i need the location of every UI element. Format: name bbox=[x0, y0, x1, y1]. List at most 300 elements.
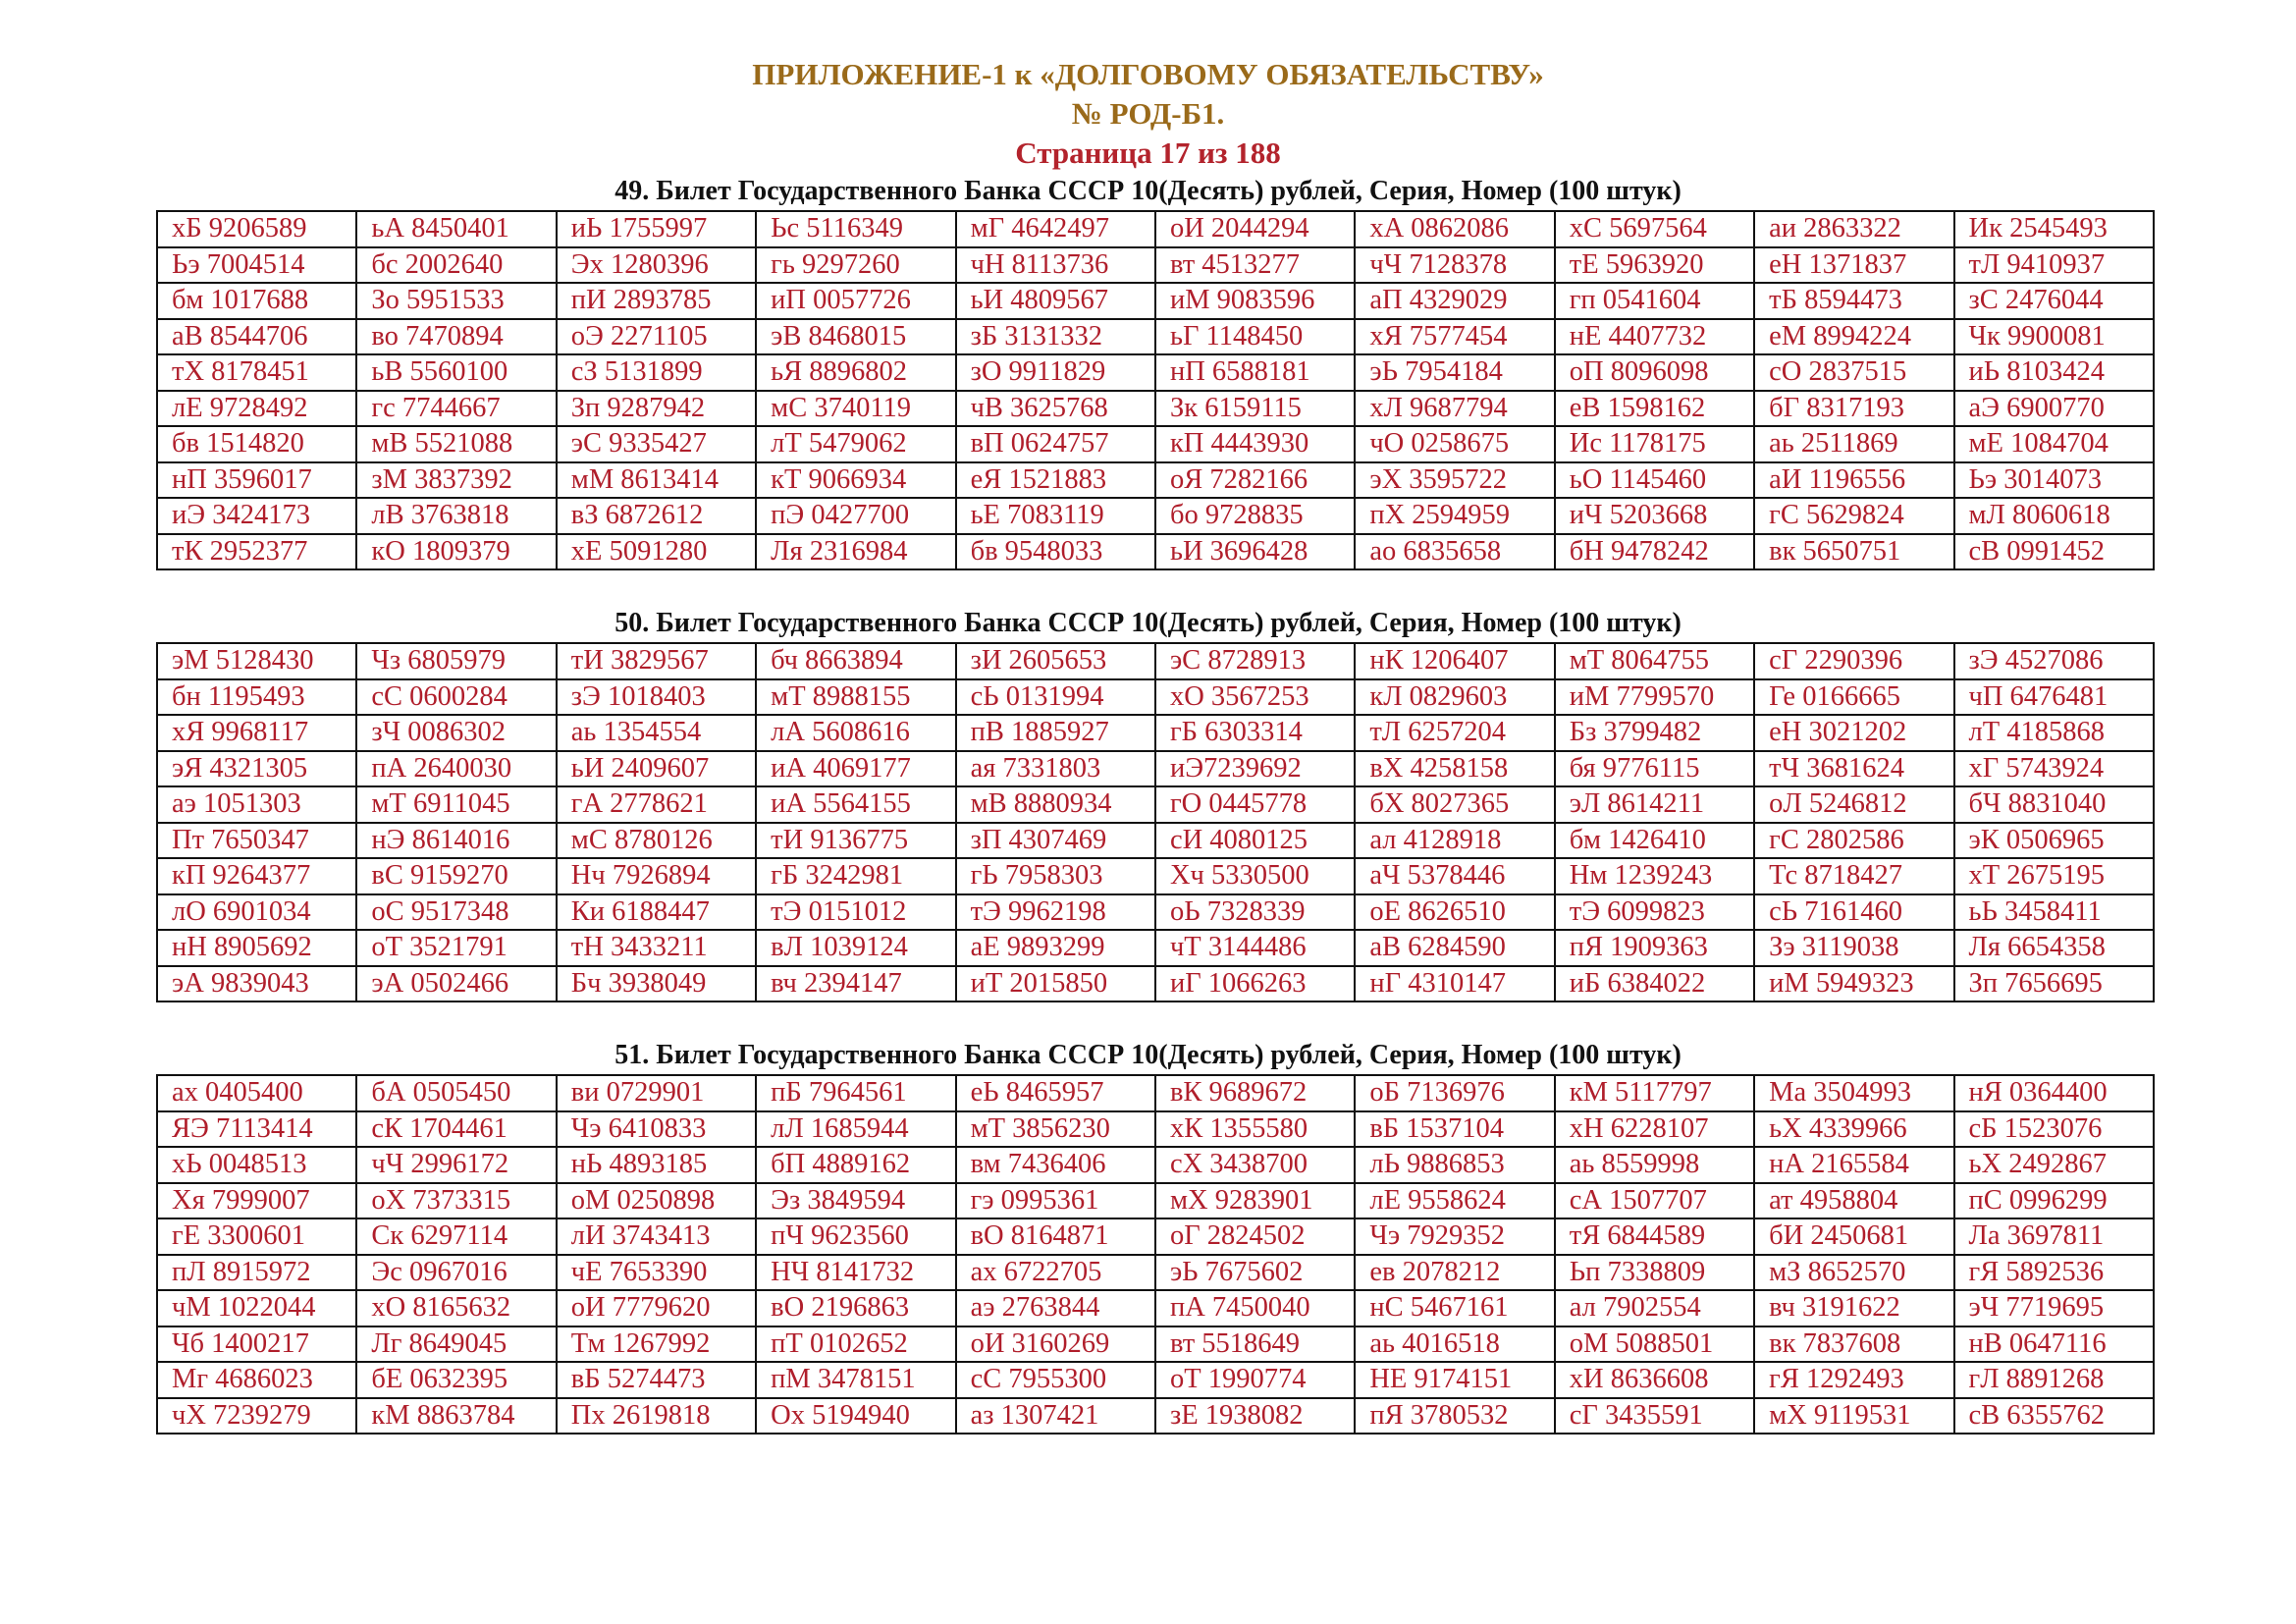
table-row bbox=[157, 1183, 2154, 1219]
ticket-cell: зБ 3131332 bbox=[956, 319, 1155, 355]
ticket-cell: Чб 1400217 bbox=[157, 1326, 356, 1363]
ticket-cell: гЯ 5892536 bbox=[1954, 1255, 2154, 1291]
ticket-cell: еВ 1598162 bbox=[1555, 391, 1754, 427]
ticket-cell: вк 5650751 bbox=[1754, 534, 1953, 570]
ticket-cell: пИ 2893785 bbox=[557, 283, 756, 319]
ticket-cell: Мг 4686023 bbox=[157, 1362, 356, 1398]
ticket-cell: гБ 6303314 bbox=[1155, 715, 1355, 751]
ticket-cell: аэ 1051303 bbox=[157, 786, 356, 823]
ticket-cell: эК 0506965 bbox=[1954, 823, 2154, 859]
ticket-cell: иЬ 8103424 bbox=[1954, 354, 2154, 391]
ticket-cell: хИ 8636608 bbox=[1555, 1362, 1754, 1398]
ticket-cell: тЭ 0151012 bbox=[756, 894, 955, 931]
ticket-cell: нЯ 0364400 bbox=[1954, 1075, 2154, 1111]
ticket-cell: чТ 3144486 bbox=[1155, 930, 1355, 966]
ticket-cell: оИ 2044294 bbox=[1155, 211, 1355, 247]
ticket-cell: чЕ 7653390 bbox=[557, 1255, 756, 1291]
table-row bbox=[157, 1290, 2154, 1326]
ticket-cell: лТ 5479062 bbox=[756, 426, 955, 462]
ticket-cell: оЯ 7282166 bbox=[1155, 462, 1355, 499]
ticket-cell: Нм 1239243 bbox=[1555, 858, 1754, 894]
ticket-cell: хЯ 9968117 bbox=[157, 715, 356, 751]
ticket-cell: сО 2837515 bbox=[1754, 354, 1953, 391]
page-number: 17 bbox=[1159, 135, 1191, 170]
ticket-cell: гэ 0995361 bbox=[956, 1183, 1155, 1219]
ticket-cell: бо 9728835 bbox=[1155, 498, 1355, 534]
table-row bbox=[157, 1147, 2154, 1183]
ticket-cell: ат 4958804 bbox=[1754, 1183, 1953, 1219]
ticket-cell: гп 0541604 bbox=[1555, 283, 1754, 319]
ticket-cell: бн 1195493 bbox=[157, 679, 356, 716]
table-row bbox=[157, 1362, 2154, 1398]
section-title: 50. Билет Государственного Банка СССР 10(Десять) рублей, Серия, Номер (100 штук) bbox=[614, 608, 1682, 638]
ticket-cell: бв 1514820 bbox=[157, 426, 356, 462]
ticket-cell: эМ 5128430 bbox=[157, 643, 356, 679]
section-title: 49. Билет Государственного Банка СССР 10(Десять) рублей, Серия, Номер (100 штук) bbox=[614, 176, 1682, 206]
ticket-cell: сГ 2290396 bbox=[1754, 643, 1953, 679]
ticket-cell: иП 0057726 bbox=[756, 283, 955, 319]
ticket-cell: вч 2394147 bbox=[756, 966, 955, 1002]
table-row bbox=[157, 1255, 2154, 1291]
ticket-cell: пС 0996299 bbox=[1954, 1183, 2154, 1219]
ticket-cell: ЯЭ 7113414 bbox=[157, 1111, 356, 1148]
ticket-cell: бА 0505450 bbox=[356, 1075, 556, 1111]
ticket-cell: Тм 1267992 bbox=[557, 1326, 756, 1363]
table-row bbox=[157, 354, 2154, 391]
table-row bbox=[157, 498, 2154, 534]
ticket-cell: Нч 7926894 bbox=[557, 858, 756, 894]
ticket-cell: ах 0405400 bbox=[157, 1075, 356, 1111]
ticket-cell: оМ 0250898 bbox=[557, 1183, 756, 1219]
ticket-cell: тХ 8178451 bbox=[157, 354, 356, 391]
ticket-cell: вм 7436406 bbox=[956, 1147, 1155, 1183]
table-row bbox=[157, 391, 2154, 427]
ticket-cell: Ля 2316984 bbox=[756, 534, 955, 570]
table-row bbox=[157, 786, 2154, 823]
table-row bbox=[157, 247, 2154, 284]
ticket-cell: ьЯ 8896802 bbox=[756, 354, 955, 391]
ticket-cell: сС 7955300 bbox=[956, 1362, 1155, 1398]
ticket-cell: лЕ 9728492 bbox=[157, 391, 356, 427]
ticket-cell: оМ 5088501 bbox=[1555, 1326, 1754, 1363]
ticket-cell: зЕ 1938082 bbox=[1155, 1398, 1355, 1435]
ticket-cell: нС 5467161 bbox=[1355, 1290, 1554, 1326]
ticket-cell: сВ 6355762 bbox=[1954, 1398, 2154, 1435]
ticket-cell: Ля 6654358 bbox=[1954, 930, 2154, 966]
ticket-cell: гБ 3242981 bbox=[756, 858, 955, 894]
table-row bbox=[157, 319, 2154, 355]
ticket-cell: оТ 1990774 bbox=[1155, 1362, 1355, 1398]
ticket-cell: лИ 3743413 bbox=[557, 1218, 756, 1255]
ticket-cell: сХ 3438700 bbox=[1155, 1147, 1355, 1183]
ticket-cell: мТ 6911045 bbox=[356, 786, 556, 823]
ticket-cell: аП 4329029 bbox=[1355, 283, 1554, 319]
ticket-cell: нП 3596017 bbox=[157, 462, 356, 499]
ticket-cell: ая 7331803 bbox=[956, 751, 1155, 787]
ticket-cell: еЯ 1521883 bbox=[956, 462, 1155, 499]
ticket-cell: нП 6588181 bbox=[1155, 354, 1355, 391]
ticket-cell: Ьс 5116349 bbox=[756, 211, 955, 247]
ticket-cell: нК 1206407 bbox=[1355, 643, 1554, 679]
ticket-cell: ьВ 5560100 bbox=[356, 354, 556, 391]
ticket-cell: эС 8728913 bbox=[1155, 643, 1355, 679]
ticket-table bbox=[156, 1074, 2155, 1435]
ticket-cell: пВ 1885927 bbox=[956, 715, 1155, 751]
ticket-cell: ев 2078212 bbox=[1355, 1255, 1554, 1291]
ticket-cell: аь 8559998 bbox=[1555, 1147, 1754, 1183]
ticket-cell: тИ 3829567 bbox=[557, 643, 756, 679]
ticket-cell: Ох 5194940 bbox=[756, 1398, 955, 1435]
ticket-cell: Зк 6159115 bbox=[1155, 391, 1355, 427]
page-prefix: Страница bbox=[1015, 135, 1160, 170]
ticket-cell: Чэ 6410833 bbox=[557, 1111, 756, 1148]
ticket-cell: нЬ 4893185 bbox=[557, 1147, 756, 1183]
ticket-cell: аь 2511869 bbox=[1754, 426, 1953, 462]
ticket-cell: Ки 6188447 bbox=[557, 894, 756, 931]
ticket-cell: Ма 3504993 bbox=[1754, 1075, 1953, 1111]
ticket-cell: мМ 8613414 bbox=[557, 462, 756, 499]
ticket-cell: мХ 9283901 bbox=[1155, 1183, 1355, 1219]
ticket-cell: иМ 7799570 bbox=[1555, 679, 1754, 716]
ticket-cell: тН 3433211 bbox=[557, 930, 756, 966]
ticket-cell: сВ 0991452 bbox=[1954, 534, 2154, 570]
ticket-cell: хЕ 5091280 bbox=[557, 534, 756, 570]
ticket-cell: Лг 8649045 bbox=[356, 1326, 556, 1363]
ticket-cell: Пх 2619818 bbox=[557, 1398, 756, 1435]
ticket-cell: гЛ 8891268 bbox=[1954, 1362, 2154, 1398]
ticket-cell: зМ 3837392 bbox=[356, 462, 556, 499]
ticket-cell: чП 6476481 bbox=[1954, 679, 2154, 716]
ticket-cell: зЭ 1018403 bbox=[557, 679, 756, 716]
ticket-cell: Зп 7656695 bbox=[1954, 966, 2154, 1002]
ticket-cell: оХ 7373315 bbox=[356, 1183, 556, 1219]
ticket-cell: Пт 7650347 bbox=[157, 823, 356, 859]
ticket-cell: пЯ 3780532 bbox=[1355, 1398, 1554, 1435]
ticket-cell: оГ 2824502 bbox=[1155, 1218, 1355, 1255]
ticket-cell: зИ 2605653 bbox=[956, 643, 1155, 679]
ticket-cell: иБ 6384022 bbox=[1555, 966, 1754, 1002]
page-indicator bbox=[0, 135, 2296, 171]
ticket-cell: Бч 3938049 bbox=[557, 966, 756, 1002]
ticket-cell: хТ 2675195 bbox=[1954, 858, 2154, 894]
ticket-cell: пХ 2594959 bbox=[1355, 498, 1554, 534]
ticket-cell: аЭ 6900770 bbox=[1954, 391, 2154, 427]
page-separator: из bbox=[1190, 135, 1236, 170]
ticket-cell: мЗ 8652570 bbox=[1754, 1255, 1953, 1291]
ticket-cell: оБ 7136976 bbox=[1355, 1075, 1554, 1111]
ticket-cell: вБ 1537104 bbox=[1355, 1111, 1554, 1148]
ticket-cell: ьГ 1148450 bbox=[1155, 319, 1355, 355]
ticket-cell: эХ 3595722 bbox=[1355, 462, 1554, 499]
ticket-cell: эА 0502466 bbox=[356, 966, 556, 1002]
ticket-cell: кО 1809379 bbox=[356, 534, 556, 570]
ticket-cell: лО 6901034 bbox=[157, 894, 356, 931]
ticket-cell: мВ 5521088 bbox=[356, 426, 556, 462]
ticket-cell: тБ 8594473 bbox=[1754, 283, 1953, 319]
ticket-cell: Ск 6297114 bbox=[356, 1218, 556, 1255]
ticket-cell: бН 9478242 bbox=[1555, 534, 1754, 570]
ticket-cell: Хч 5330500 bbox=[1155, 858, 1355, 894]
ticket-cell: вт 4513277 bbox=[1155, 247, 1355, 284]
ticket-cell: тЯ 6844589 bbox=[1555, 1218, 1754, 1255]
ticket-cell: сК 1704461 bbox=[356, 1111, 556, 1148]
ticket-cell: эЧ 7719695 bbox=[1954, 1290, 2154, 1326]
ticket-cell: бП 4889162 bbox=[756, 1147, 955, 1183]
ticket-cell: чМ 1022044 bbox=[157, 1290, 356, 1326]
ticket-cell: мГ 4642497 bbox=[956, 211, 1155, 247]
ticket-cell: ьЬ 3458411 bbox=[1954, 894, 2154, 931]
ticket-cell: еН 1371837 bbox=[1754, 247, 1953, 284]
ticket-cell: ах 6722705 bbox=[956, 1255, 1155, 1291]
ticket-cell: пЛ 8915972 bbox=[157, 1255, 356, 1291]
table-row bbox=[157, 894, 2154, 931]
ticket-cell: Чз 6805979 bbox=[356, 643, 556, 679]
ticket-cell: сЬ 7161460 bbox=[1754, 894, 1953, 931]
ticket-cell: оЕ 8626510 bbox=[1355, 894, 1554, 931]
ticket-cell: сА 1507707 bbox=[1555, 1183, 1754, 1219]
ticket-cell: хС 5697564 bbox=[1555, 211, 1754, 247]
ticket-cell: сЬ 0131994 bbox=[956, 679, 1155, 716]
table-row bbox=[157, 426, 2154, 462]
ticket-cell: тЕ 5963920 bbox=[1555, 247, 1754, 284]
ticket-cell: кП 4443930 bbox=[1155, 426, 1355, 462]
ticket-cell: ао 6835658 bbox=[1355, 534, 1554, 570]
ticket-cell: мХ 9119531 bbox=[1754, 1398, 1953, 1435]
ticket-cell: еМ 8994224 bbox=[1754, 319, 1953, 355]
ticket-cell: Ьэ 7004514 bbox=[157, 247, 356, 284]
ticket-cell: пА 2640030 bbox=[356, 751, 556, 787]
ticket-cell: ьХ 4339966 bbox=[1754, 1111, 1953, 1148]
table-row bbox=[157, 643, 2154, 679]
ticket-cell: иА 4069177 bbox=[756, 751, 955, 787]
ticket-cell: во 7470894 bbox=[356, 319, 556, 355]
ticket-cell: гО 0445778 bbox=[1155, 786, 1355, 823]
ticket-cell: ьИ 2409607 bbox=[557, 751, 756, 787]
ticket-cell: ал 4128918 bbox=[1355, 823, 1554, 859]
ticket-cell: гЬ 7958303 bbox=[956, 858, 1155, 894]
ticket-cell: лЛ 1685944 bbox=[756, 1111, 955, 1148]
ticket-cell: зО 9911829 bbox=[956, 354, 1155, 391]
table-row bbox=[157, 1218, 2154, 1255]
ticket-cell: оЭ 2271105 bbox=[557, 319, 756, 355]
ticket-cell: вО 2196863 bbox=[756, 1290, 955, 1326]
ticket-cell: зП 4307469 bbox=[956, 823, 1155, 859]
ticket-cell: тЛ 9410937 bbox=[1954, 247, 2154, 284]
table-row bbox=[157, 1326, 2154, 1363]
ticket-cell: чЧ 2996172 bbox=[356, 1147, 556, 1183]
ticket-cell: гС 5629824 bbox=[1754, 498, 1953, 534]
ticket-cell: сС 0600284 bbox=[356, 679, 556, 716]
ticket-cell: оЬ 7328339 bbox=[1155, 894, 1355, 931]
ticket-cell: гА 2778621 bbox=[557, 786, 756, 823]
ticket-cell: лВ 3763818 bbox=[356, 498, 556, 534]
ticket-cell: тЛ 6257204 bbox=[1355, 715, 1554, 751]
ticket-cell: бя 9776115 bbox=[1555, 751, 1754, 787]
ticket-cell: бс 2002640 bbox=[356, 247, 556, 284]
ticket-cell: эА 9839043 bbox=[157, 966, 356, 1002]
table-row bbox=[157, 1111, 2154, 1148]
table-row bbox=[157, 966, 2154, 1002]
ticket-cell: Чэ 7929352 bbox=[1355, 1218, 1554, 1255]
ticket-cell: Ик 2545493 bbox=[1954, 211, 2154, 247]
ticket-cell: вч 3191622 bbox=[1754, 1290, 1953, 1326]
ticket-cell: иМ 9083596 bbox=[1155, 283, 1355, 319]
table-row bbox=[157, 211, 2154, 247]
ticket-cell: кМ 8863784 bbox=[356, 1398, 556, 1435]
ticket-cell: зЧ 0086302 bbox=[356, 715, 556, 751]
ticket-cell: бв 9548033 bbox=[956, 534, 1155, 570]
ticket-cell: вО 8164871 bbox=[956, 1218, 1155, 1255]
ticket-cell: тИ 9136775 bbox=[756, 823, 955, 859]
ticket-cell: пЧ 9623560 bbox=[756, 1218, 955, 1255]
ticket-cell: нЕ 4407732 bbox=[1555, 319, 1754, 355]
ticket-cell: Ьп 7338809 bbox=[1555, 1255, 1754, 1291]
ticket-cell: мТ 8064755 bbox=[1555, 643, 1754, 679]
ticket-cell: эЬ 7954184 bbox=[1355, 354, 1554, 391]
ticket-cell: иЬ 1755997 bbox=[557, 211, 756, 247]
ticket-cell: бХ 8027365 bbox=[1355, 786, 1554, 823]
ticket-cell: кМ 5117797 bbox=[1555, 1075, 1754, 1111]
ticket-cell: ьА 8450401 bbox=[356, 211, 556, 247]
ticket-cell: чН 8113736 bbox=[956, 247, 1155, 284]
ticket-cell: гС 2802586 bbox=[1754, 823, 1953, 859]
ticket-cell: ьХ 2492867 bbox=[1954, 1147, 2154, 1183]
ticket-cell: Эз 3849594 bbox=[756, 1183, 955, 1219]
ticket-cell: бм 1426410 bbox=[1555, 823, 1754, 859]
ticket-cell: хН 6228107 bbox=[1555, 1111, 1754, 1148]
ticket-cell: кП 9264377 bbox=[157, 858, 356, 894]
ticket-cell: мС 8780126 bbox=[557, 823, 756, 859]
ticket-cell: эЬ 7675602 bbox=[1155, 1255, 1355, 1291]
ticket-cell: аЕ 9893299 bbox=[956, 930, 1155, 966]
ticket-cell: ьЕ 7083119 bbox=[956, 498, 1155, 534]
ticket-cell: НЧ 8141732 bbox=[756, 1255, 955, 1291]
ticket-cell: пБ 7964561 bbox=[756, 1075, 955, 1111]
ticket-cell: Ьэ 3014073 bbox=[1954, 462, 2154, 499]
ticket-cell: аВ 6284590 bbox=[1355, 930, 1554, 966]
ticket-cell: бч 8663894 bbox=[756, 643, 955, 679]
ticket-cell: нА 2165584 bbox=[1754, 1147, 1953, 1183]
ticket-cell: аь 1354554 bbox=[557, 715, 756, 751]
ticket-cell: хЬ 0048513 bbox=[157, 1147, 356, 1183]
ticket-cell: эЛ 8614211 bbox=[1555, 786, 1754, 823]
ticket-cell: гс 7744667 bbox=[356, 391, 556, 427]
ticket-cell: эВ 8468015 bbox=[756, 319, 955, 355]
ticket-cell: гь 9297260 bbox=[756, 247, 955, 284]
ticket-cell: чЧ 7128378 bbox=[1355, 247, 1554, 284]
ticket-cell: хА 0862086 bbox=[1355, 211, 1554, 247]
ticket-cell: бЧ 8831040 bbox=[1954, 786, 2154, 823]
document-number: № РОД-Б1. bbox=[1071, 96, 1225, 131]
ticket-table bbox=[156, 642, 2155, 1002]
ticket-cell: бИ 2450681 bbox=[1754, 1218, 1953, 1255]
ticket-cell: вП 0624757 bbox=[956, 426, 1155, 462]
ticket-cell: аэ 2763844 bbox=[956, 1290, 1155, 1326]
ticket-cell: аВ 8544706 bbox=[157, 319, 356, 355]
ticket-cell: нН 8905692 bbox=[157, 930, 356, 966]
ticket-cell: иГ 1066263 bbox=[1155, 966, 1355, 1002]
table-row bbox=[157, 283, 2154, 319]
ticket-cell: Ла 3697811 bbox=[1954, 1218, 2154, 1255]
ticket-cell: бм 1017688 bbox=[157, 283, 356, 319]
ticket-cell: Тс 8718427 bbox=[1754, 858, 1953, 894]
ticket-cell: вЗ 6872612 bbox=[557, 498, 756, 534]
ticket-cell: вк 7837608 bbox=[1754, 1326, 1953, 1363]
ticket-cell: лЬ 9886853 bbox=[1355, 1147, 1554, 1183]
ticket-cell: Эх 1280396 bbox=[557, 247, 756, 284]
ticket-cell: кЛ 0829603 bbox=[1355, 679, 1554, 716]
ticket-cell: иМ 5949323 bbox=[1754, 966, 1953, 1002]
ticket-cell: Бз 3799482 bbox=[1555, 715, 1754, 751]
ticket-cell: ви 0729901 bbox=[557, 1075, 756, 1111]
ticket-cell: нЭ 8614016 bbox=[356, 823, 556, 859]
ticket-cell: Ис 1178175 bbox=[1555, 426, 1754, 462]
ticket-cell: кТ 9066934 bbox=[756, 462, 955, 499]
table-row bbox=[157, 715, 2154, 751]
document-title: ПРИЛОЖЕНИЕ-1 к «ДОЛГОВОМУ ОБЯЗАТЕЛЬСТВУ» bbox=[752, 57, 1544, 91]
ticket-cell: пМ 3478151 bbox=[756, 1362, 955, 1398]
ticket-table bbox=[156, 210, 2155, 570]
ticket-cell: аз 1307421 bbox=[956, 1398, 1155, 1435]
ticket-cell: вт 5518649 bbox=[1155, 1326, 1355, 1363]
ticket-cell: тЭ 9962198 bbox=[956, 894, 1155, 931]
ticket-cell: сЗ 5131899 bbox=[557, 354, 756, 391]
ticket-cell: иЭ 3424173 bbox=[157, 498, 356, 534]
ticket-cell: вК 9689672 bbox=[1155, 1075, 1355, 1111]
ticket-cell: аь 4016518 bbox=[1355, 1326, 1554, 1363]
ticket-cell: еН 3021202 bbox=[1754, 715, 1953, 751]
ticket-cell: оЛ 5246812 bbox=[1754, 786, 1953, 823]
table-row bbox=[157, 751, 2154, 787]
ticket-cell: иЭ7239692 bbox=[1155, 751, 1355, 787]
ticket-cell: Зо 5951533 bbox=[356, 283, 556, 319]
ticket-cell: ьИ 4809567 bbox=[956, 283, 1155, 319]
ticket-cell: мС 3740119 bbox=[756, 391, 955, 427]
ticket-cell: хЛ 9687794 bbox=[1355, 391, 1554, 427]
ticket-cell: хГ 5743924 bbox=[1954, 751, 2154, 787]
ticket-cell: чО 0258675 bbox=[1355, 426, 1554, 462]
ticket-cell: тЭ 6099823 bbox=[1555, 894, 1754, 931]
ticket-cell: Эс 0967016 bbox=[356, 1255, 556, 1291]
ticket-cell: сГ 3435591 bbox=[1555, 1398, 1754, 1435]
table-row bbox=[157, 679, 2154, 716]
ticket-cell: мВ 8880934 bbox=[956, 786, 1155, 823]
ticket-cell: гЯ 1292493 bbox=[1754, 1362, 1953, 1398]
ticket-cell: оП 8096098 bbox=[1555, 354, 1754, 391]
ticket-cell: ьИ 3696428 bbox=[1155, 534, 1355, 570]
ticket-cell: мТ 3856230 bbox=[956, 1111, 1155, 1148]
ticket-cell: Хя 7999007 bbox=[157, 1183, 356, 1219]
ticket-cell: пЭ 0427700 bbox=[756, 498, 955, 534]
ticket-cell: НЕ 9174151 bbox=[1355, 1362, 1554, 1398]
ticket-cell: ьО 1145460 bbox=[1555, 462, 1754, 499]
ticket-cell: бЕ 0632395 bbox=[356, 1362, 556, 1398]
ticket-cell: пЯ 1909363 bbox=[1555, 930, 1754, 966]
table-row bbox=[157, 823, 2154, 859]
ticket-cell: лА 5608616 bbox=[756, 715, 955, 751]
table-row bbox=[157, 1075, 2154, 1111]
ticket-cell: оИ 7779620 bbox=[557, 1290, 756, 1326]
ticket-cell: аи 2863322 bbox=[1754, 211, 1953, 247]
ticket-cell: Чк 9900081 bbox=[1954, 319, 2154, 355]
ticket-cell: иТ 2015850 bbox=[956, 966, 1155, 1002]
ticket-cell: хО 8165632 bbox=[356, 1290, 556, 1326]
ticket-cell: мЕ 1084704 bbox=[1954, 426, 2154, 462]
ticket-cell: хБ 9206589 bbox=[157, 211, 356, 247]
ticket-cell: лТ 4185868 bbox=[1954, 715, 2154, 751]
ticket-cell: бГ 8317193 bbox=[1754, 391, 1953, 427]
page-total: 188 bbox=[1235, 135, 1281, 170]
